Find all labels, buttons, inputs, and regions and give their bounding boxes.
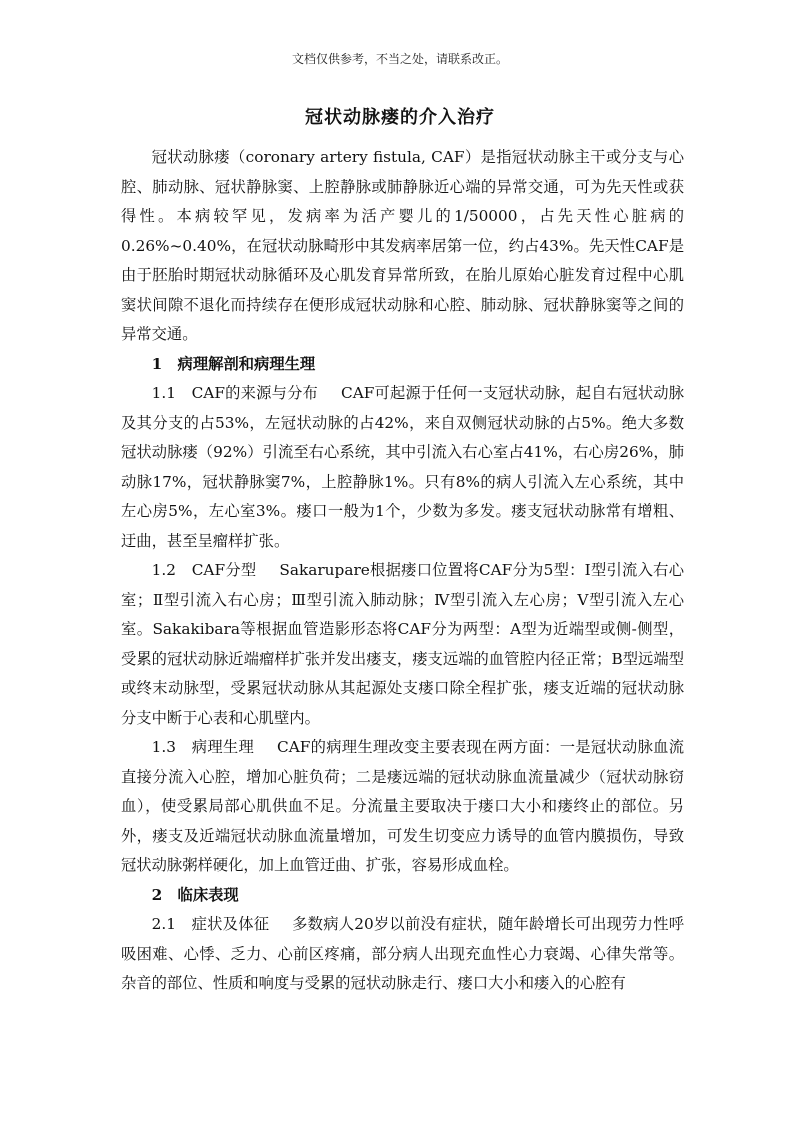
section-2-1-label: 2.1 症状及体征 [151, 915, 270, 933]
document-title: 冠状动脉瘘的介入治疗 [305, 107, 495, 128]
section-1-3-text: CAF的病理生理改变主要表现在两方面：一是冠状动脉血流直接分流入心腔，增加心脏负荷；二是瘘远端的冠状动脉血流量减少（冠状动脉窃血），使受累局部心肌供血不足。分流量主要取决于瘘口大小和瘘终止的部位。另外，瘘支及近端冠状动脉血流量增加，可发生切变应力诱导的血管内膜损伤，导致冠状动脉粥样硬化，加上血管迂曲、扩张，容易形成血栓。 [121, 738, 685, 874]
section-1-heading: 1 病理解剖和病理生理 [151, 354, 316, 373]
section-1-3-paragraph [121, 733, 684, 881]
section-1-3-label: 1.3 病理生理 [151, 738, 255, 756]
section-1-2-text: Sakarupare根据瘘口位置将CAF分为5型：Ⅰ型引流入右心室；Ⅱ型引流入右心房；Ⅲ型引流入肺动脉；Ⅳ型引流入左心房；Ⅴ型引流入左心室。Sakakibara等根据血管造影形态将CAF分为两型：A型为近端型或侧-侧型，受累的冠状动脉近端瘤样扩张并发出瘘支，瘘支远端的血管腔内径正常；B型远端型或终末动脉型，受累冠状动脉从其起源处支瘘口除全程扩张，瘘支近端的冠状动脉分支中断于心表和心肌壁内。 [121, 561, 684, 727]
section-1-1-paragraph [121, 379, 684, 556]
intro-paragraph: 冠状动脉瘘（coronary artery fistula, CAF）是指冠状动脉主干或分支与心腔、肺动脉、冠状静脉窦、上腔静脉或肺静脉近心端的异常交通，可为先天性或获得性。本病较罕见，发病率为活产婴儿的1/50000，占先天性心脏病的0.26%~0.40%，在冠状动脉畸形中其发病率居第一位，约占43%。先天性CAF是由于胚胎时期冠状动脉循环及心肌发育异常所致，在胎儿原始心脏发育过程中心肌窦状间隙不退化而持续存在便形成冠状动脉和心腔、肺动脉、冠状静脉窦等之间的异常交通。 [121, 148, 684, 343]
section-2-1-paragraph [121, 910, 684, 999]
header-note: 文档仅供参考，不当之处，请联系改正。 [291, 52, 508, 66]
document-body [121, 143, 684, 999]
section-1-1-label: 1.1 CAF的来源与分布 [151, 384, 319, 402]
section-1-2-label: 1.2 CAF分型 [151, 561, 257, 579]
section-2-1-text: 多数病人20岁以前没有症状，随年龄增长可出现劳力性呼吸困难、心悸、乏力、心前区疼痛，部分病人出现充血性心力衰竭、心律失常等。杂音的部位、性质和响度与受累的冠状动脉走行、瘘口大小和瘘入的心腔有 [121, 915, 685, 992]
section-1-1-text: CAF可起源于任何一支冠状动脉，起自右冠状动脉及其分支的占53%，左冠状动脉的占42%，来自双侧冠状动脉的占5%。绝大多数冠状动脉瘘（92%）引流至右心系统，其中引流入右心室占41%，右心房26%，肺动脉17%，冠状静脉窦7%，上腔静脉1%。只有8%的病人引流入左心系统，其中左心房5%，左心室3%。瘘口一般为1个，少数为多发。瘘支冠状动脉常有增粗、迂曲，甚至呈瘤样扩张。 [121, 384, 684, 550]
section-1-2-paragraph [121, 556, 684, 733]
section-2-heading: 2 临床表现 [151, 885, 239, 904]
